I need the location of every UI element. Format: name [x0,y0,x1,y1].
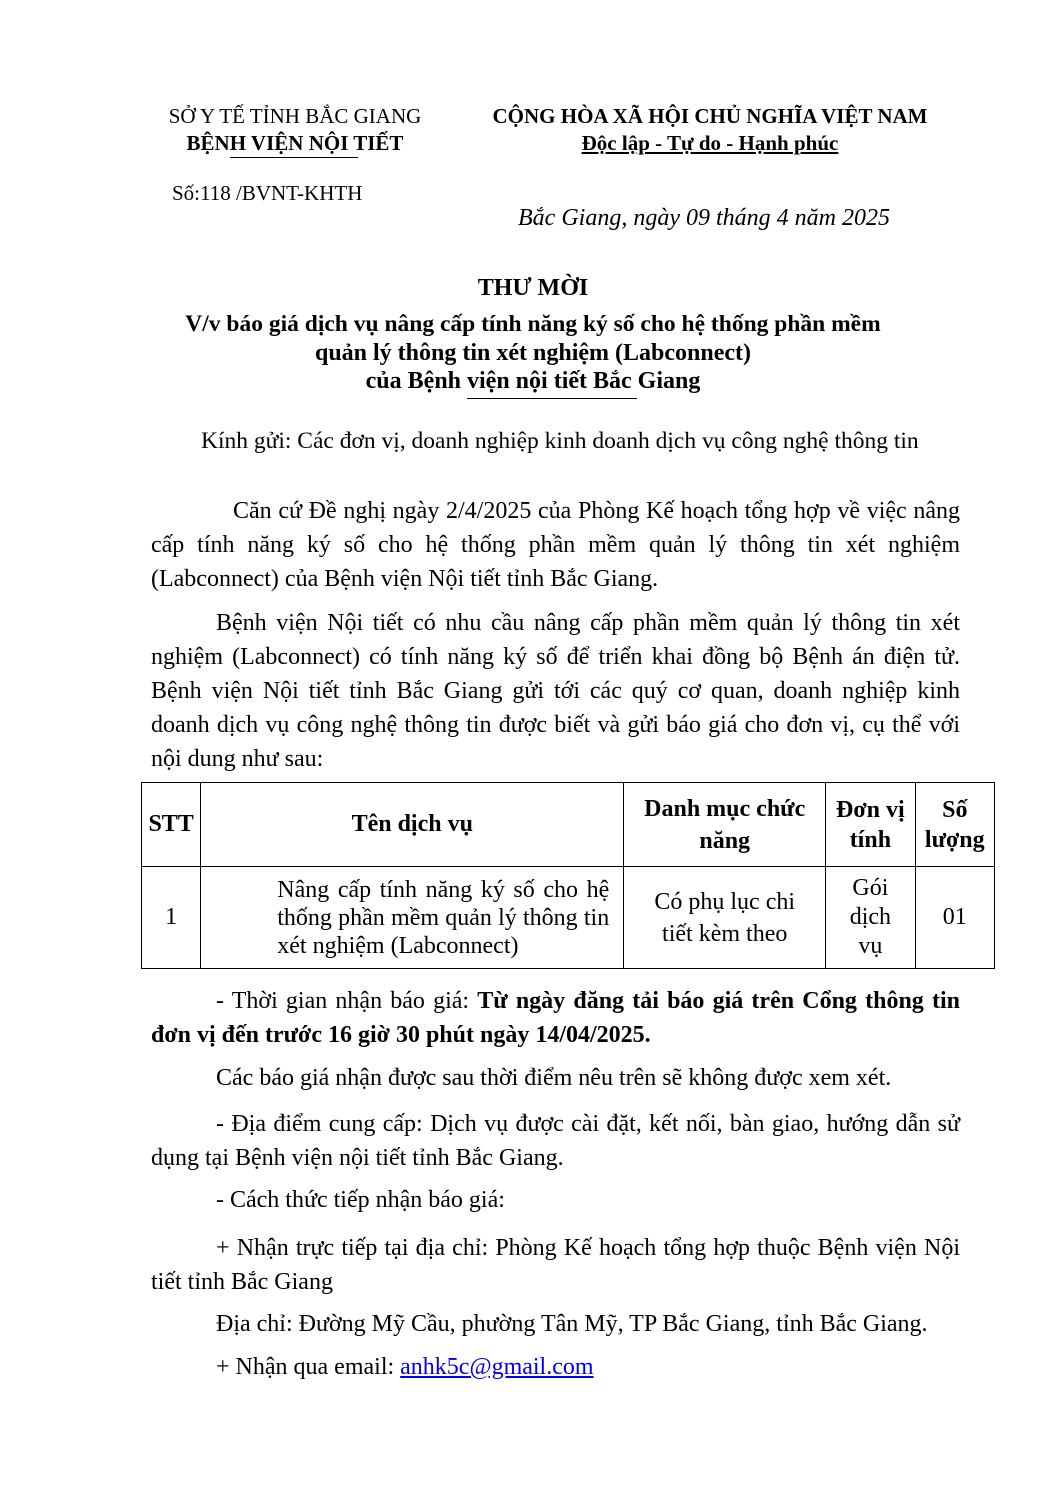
service-table [141,782,995,969]
header-stt: STT [142,783,201,867]
agency-name: SỞ Y TẾ TỈNH BẮC GIANG [168,104,422,128]
hospital-name: BỆNH VIỆN NỘI TIẾT [186,131,404,155]
table-row [142,867,995,969]
cell-service-name: Nâng cấp tính năng ký số cho hệ thống phần mềm quản lý thông tin xét nghiệm (Labconnect) [201,867,624,969]
header-quantity: Số lượng [915,783,994,867]
receive-time [151,984,960,1052]
receive-time-value: Từ ngày đăng tải báo giá trên Cổng thông tin đơn vị đến trước 16 giờ 30 phút ngày 14/04/2025. [151,988,960,1048]
cell-quantity: 01 [915,867,994,969]
email-link[interactable]: anhk5c@gmail.com [400,1354,594,1380]
subject-line-1: V/v báo giá dịch vụ nâng cấp tính năng ký số cho hệ thống phần mềm [185,311,881,337]
delivery-location: - Địa điểm cung cấp: Dịch vụ được cài đặt, kết nối, bàn giao, hướng dẫn sử dụng tại Bệnh viện nội tiết tỉnh Bắc Giang. [151,1111,960,1171]
motto: Độc lập - Tự do - Hạnh phúc [581,131,839,155]
late-note: Các báo giá nhận được sau thời điểm nêu trên sẽ không được xem xét. [216,1065,892,1091]
subject-line-3: của Bệnh viện nội tiết Bắc Giang [365,368,701,394]
recipient: Kính gửi: Các đơn vị, doanh nghiệp kinh doanh dịch vụ công nghệ thông tin [201,428,919,454]
cell-unit: Gói dịch vụ [826,867,915,969]
doc-number: Số:118 /BVNT-KHTH [172,181,363,205]
subject-line-2: quản lý thông tin xét nghiệm (Labconnect) [314,340,752,366]
receive-direct: + Nhận trực tiếp tại địa chỉ: Phòng Kế hoạch tổng hợp thuộc Bệnh viện Nội tiết tỉnh Bắc Giang [151,1235,960,1295]
receive-time-label: - Thời gian nhận báo giá: [216,988,478,1014]
cell-stt: 1 [142,867,201,969]
title-underline [467,398,637,399]
receive-email [216,1354,594,1381]
table-header-row [142,783,995,867]
document-title: THƯ MỜI [477,275,589,301]
paragraph-need: Bệnh viện Nội tiết có nhu cầu nâng cấp phần mềm quản lý thông tin xét nghiệm (Labconnect) có tính năng ký số để triển khai đồng bộ Bệnh án điện tử. Bệnh viện Nội tiết tỉnh Bắc Giang gửi tới các quý cơ quan, doanh nghiệp kinh doanh dịch vụ công nghệ thông tin được biết và gửi báo giá cho đơn vị, cụ thể với nội dung như sau: [151,610,960,772]
cell-category: Có phụ lục chi tiết kèm theo [624,867,826,969]
header-category: Danh mục chức năng [624,783,826,867]
address: Địa chỉ: Đường Mỹ Cầu, phường Tân Mỹ, TP Bắc Giang, tỉnh Bắc Giang. [216,1311,928,1337]
header-service-name: Tên dịch vụ [201,783,624,867]
header-unit: Đơn vị tính [826,783,915,867]
place-date: Bắc Giang, ngày 09 tháng 4 năm 2025 [518,205,890,231]
receive-method: - Cách thức tiếp nhận báo giá: [216,1187,505,1213]
country-name: CỘNG HÒA XÃ HỘI CHỦ NGHĨA VIỆT NAM [492,104,928,128]
email-label: + Nhận qua email: [216,1354,401,1380]
paragraph-basis: Căn cứ Đề nghị ngày 2/4/2025 của Phòng Kế hoạch tổng hợp về việc nâng cấp tính năng ký số cho hệ thống phần mềm quản lý thông tin xét nghiệm (Labconnect) của Bệnh viện Nội tiết tỉnh Bắc Giang. [151,498,960,592]
hospital-underline [230,157,358,158]
